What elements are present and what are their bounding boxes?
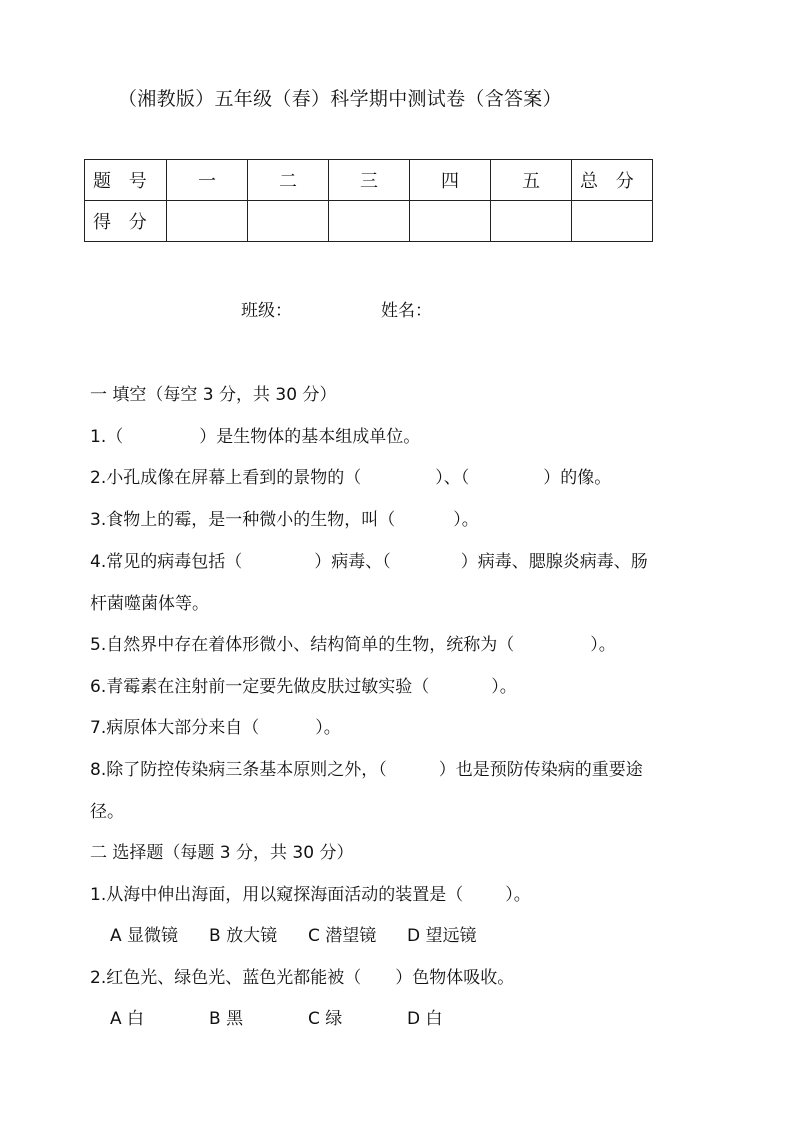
question-1-2: 2.小孔成像在屏幕上看到的景物的（ ）、（ ）的像。 xyxy=(90,468,612,488)
question-1-4: 4.常见的病毒包括（ ）病毒、（ ）病毒、腮腺炎病毒、肠 xyxy=(90,552,648,572)
score-cell xyxy=(248,201,329,242)
option-d: D 望远镜 xyxy=(407,926,477,946)
score-cell-total xyxy=(572,201,653,242)
option-c: C 潜望镜 xyxy=(308,926,377,946)
score-header-cell: 五 xyxy=(491,160,572,201)
score-cell xyxy=(167,201,248,242)
option-b: B 黑 xyxy=(209,1009,244,1029)
score-table xyxy=(84,159,653,242)
option-a: A 白 xyxy=(110,1009,145,1029)
question-1-8-cont: 径。 xyxy=(90,802,124,822)
option-b: B 放大镜 xyxy=(209,926,278,946)
score-cell xyxy=(329,201,410,242)
score-cell xyxy=(410,201,491,242)
score-header-cell: 二 xyxy=(248,160,329,201)
question-1-3: 3.食物上的霉，是一种微小的生物，叫（ ）。 xyxy=(90,510,479,530)
question-1-6: 6.青霉素在注射前一定要先做皮肤过敏实验（ ）。 xyxy=(90,677,517,697)
score-table-header-row xyxy=(85,160,653,201)
score-table-score-row xyxy=(85,201,653,242)
question-2-2-options xyxy=(110,1004,443,1029)
section2-heading: 二 选择题（每题 3 分，共 30 分） xyxy=(90,843,354,863)
name-label: 姓名： xyxy=(381,301,432,321)
class-label: 班级： xyxy=(241,301,292,321)
question-2-1-options xyxy=(110,921,477,946)
option-c: C 绿 xyxy=(308,1009,343,1029)
score-header-label: 题 号 xyxy=(85,160,167,201)
option-a: A 显微镜 xyxy=(110,926,179,946)
question-2-1: 1.从海中伸出海面，用以窥探海面活动的装置是（ ）。 xyxy=(90,885,531,905)
score-cell xyxy=(491,201,572,242)
question-1-4-cont: 杆菌噬菌体等。 xyxy=(90,594,209,614)
question-2-2: 2.红色光、绿色光、蓝色光都能被（ ）色物体吸收。 xyxy=(90,968,515,988)
question-1-7: 7.病原体大部分来自（ ）。 xyxy=(90,718,341,738)
option-d: D 白 xyxy=(407,1009,443,1029)
score-row-label: 得 分 xyxy=(85,201,167,242)
document-title: （湘教版）五年级（春）科学期中测试卷（含答案） xyxy=(118,88,562,110)
score-header-cell: 三 xyxy=(329,160,410,201)
question-1-8: 8.除了防控传染病三条基本原则之外，（ ）也是预防传染病的重要途 xyxy=(90,760,643,780)
score-header-cell: 一 xyxy=(167,160,248,201)
question-1-1: 1.（ ）是生物体的基本组成单位。 xyxy=(90,427,421,447)
question-1-5: 5.自然界中存在着体形微小、结构简单的生物，统称为（ ）。 xyxy=(90,635,616,655)
score-header-cell: 四 xyxy=(410,160,491,201)
score-header-total: 总 分 xyxy=(572,160,653,201)
section1-heading: 一 填空（每空 3 分，共 30 分） xyxy=(90,385,337,405)
